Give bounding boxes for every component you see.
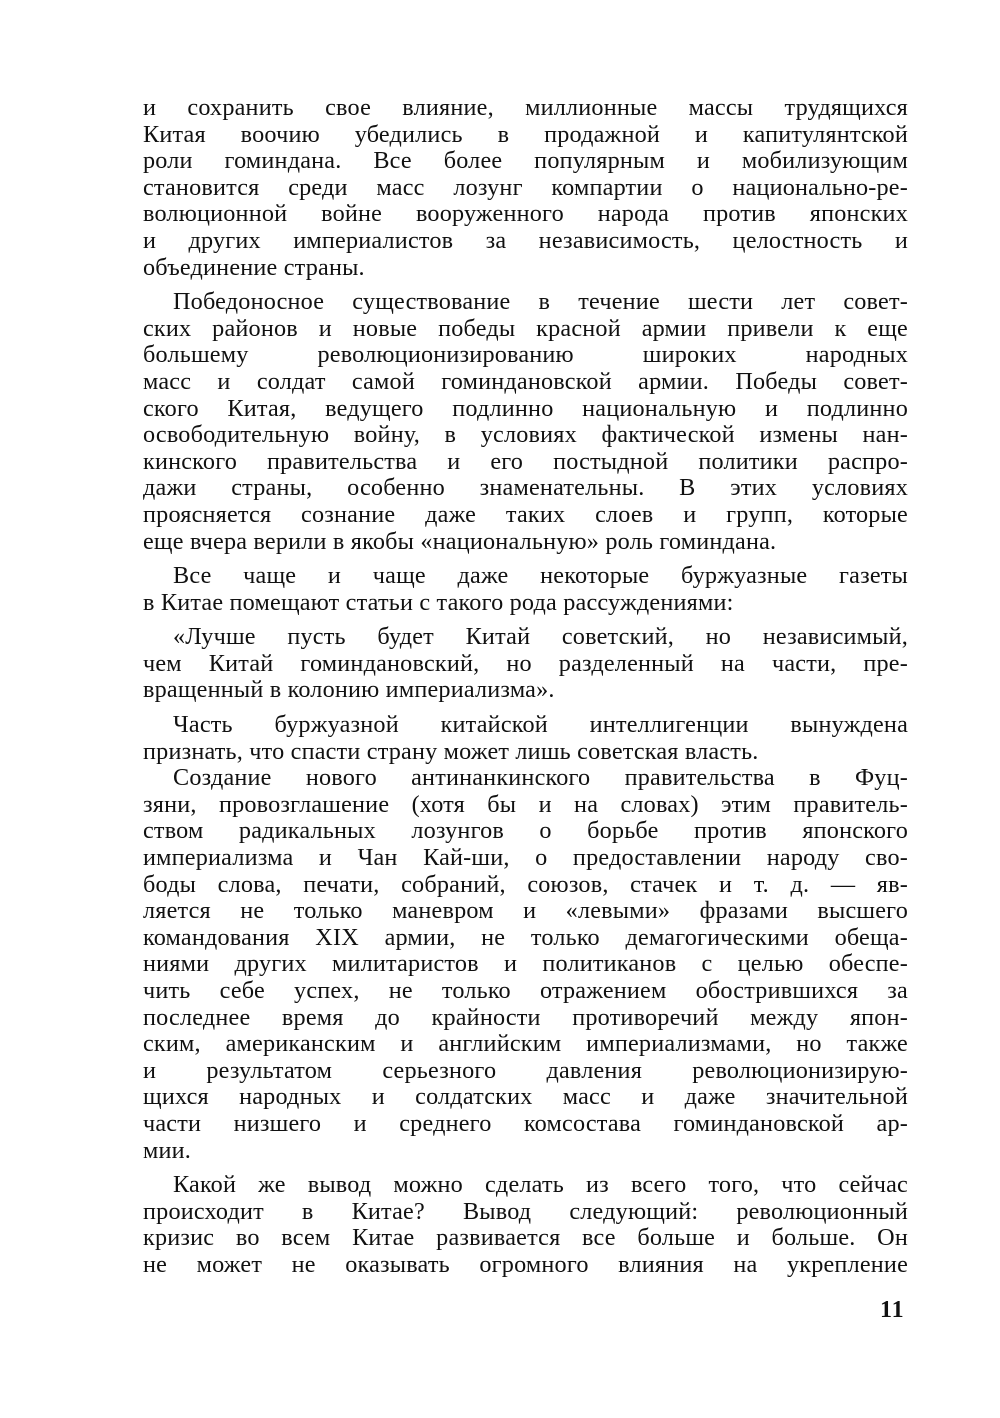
text-line: мии. <box>143 1136 192 1164</box>
text-line: Создание нового антинанкинского правительства в Фуц- <box>173 764 908 792</box>
text-line: последнее время до крайности противоречий между япон- <box>143 1003 908 1031</box>
text-line: дажи страны, особенно знаменательны. В этих условиях <box>143 474 908 502</box>
text-line: ством радикальных лозунгов о борьбе против японского <box>143 817 908 845</box>
text-line: и сохранить свое влияние, миллионные массы трудящихся <box>143 94 908 121</box>
text-line: ских районов и новые победы красной армии привели к еще <box>143 314 908 342</box>
text-line: Какой же вывод можно сделать из всего того, что сейчас <box>173 1171 908 1199</box>
paragraph <box>143 563 908 616</box>
text-line: Часть буржуазной китайской интеллигенции вынуждена <box>173 711 908 739</box>
text-line: в Китае помещают статьи с такого рода рассуждениями: <box>143 588 734 616</box>
paragraph <box>143 95 908 281</box>
text-line: освободительную войну, в условиях фактической измены нан- <box>143 421 908 449</box>
paragraph <box>143 765 908 1164</box>
text-line: роли гоминдана. Все более популярным и мобилизующим <box>143 147 908 175</box>
text-line: щихся народных и солдатских масс и даже значительной <box>143 1083 908 1111</box>
text-line: еще вчера верили в якобы «национальную» роль гоминдана. <box>143 527 777 555</box>
text-line: большему революционизированию широких народных <box>143 341 908 369</box>
text-line: части низшего и среднего комсостава гоминдановской ар- <box>143 1109 908 1137</box>
page-number: 11 <box>880 1297 905 1323</box>
paragraph <box>143 712 908 765</box>
text-line: Китая воочию убедились в продажной и капитулянтской <box>143 120 908 148</box>
text-line: Победоносное существование в течение шести лет совет- <box>173 288 908 316</box>
text-line: ниями других милитаристов и политиканов с целью обеспе- <box>143 950 908 978</box>
text-line: империализма и Чан Кай-ши, о предоставлении народу сво- <box>143 844 908 872</box>
paragraph <box>143 1172 908 1278</box>
text-line: ским, американским и английским империализмами, но также <box>143 1030 908 1058</box>
text-line: вращенный в колонию империализма». <box>143 676 555 704</box>
text-line: чить себе успех, не только отражением обострившихся за <box>143 977 908 1004</box>
text-line: и результатом серьезного давления революционизирую- <box>143 1056 908 1084</box>
body-text <box>143 95 908 1287</box>
text-line: масс и солдат самой гоминдановской армии. Победы совет- <box>143 367 908 395</box>
text-line: чем Китай гоминдановский, но разделенный на части, пре- <box>143 649 908 677</box>
text-line: признать, что спасти страну может лишь советская власть. <box>143 737 759 765</box>
text-line: и других империалистов за независимость, целостность и <box>143 226 908 254</box>
text-line: не может не оказывать огромного влияния на укрепление <box>143 1250 908 1278</box>
text-line: происходит в Китае? Вывод следующий: революционный <box>143 1197 908 1225</box>
text-line: боды слова, печати, собраний, союзов, стачек и т. д. — яв- <box>143 870 908 898</box>
text-line: кризис во всем Китае развивается все больше и больше. Он <box>143 1224 908 1252</box>
text-line: ляется не только маневром и «левыми» фразами высшего <box>143 897 908 925</box>
text-line: зяни, провозглашение (хотя бы и на словах) этим правитель- <box>143 790 908 818</box>
text-line: проясняется сознание даже таких слоев и групп, которые <box>143 500 908 528</box>
text-line: Все чаще и чаще даже некоторые буржуазные газеты <box>173 562 908 590</box>
quote-paragraph <box>143 624 908 704</box>
text-line: командования XIX армии, не только демагогическими обеща- <box>143 923 908 951</box>
text-line: объединение страны. <box>143 253 365 281</box>
text-line: становится среди масс лозунг компартии о национально-ре- <box>143 173 908 201</box>
paragraph <box>143 289 908 555</box>
text-line: кинского правительства и его постыдной политики распро- <box>143 447 908 475</box>
text-line: ского Китая, ведущего подлинно национальную и подлинно <box>143 394 908 422</box>
text-line: волюционной войне вооруженного народа против японских <box>143 200 908 228</box>
text-line: «Лучше пусть будет Китай советский, но независимый, <box>173 623 908 651</box>
